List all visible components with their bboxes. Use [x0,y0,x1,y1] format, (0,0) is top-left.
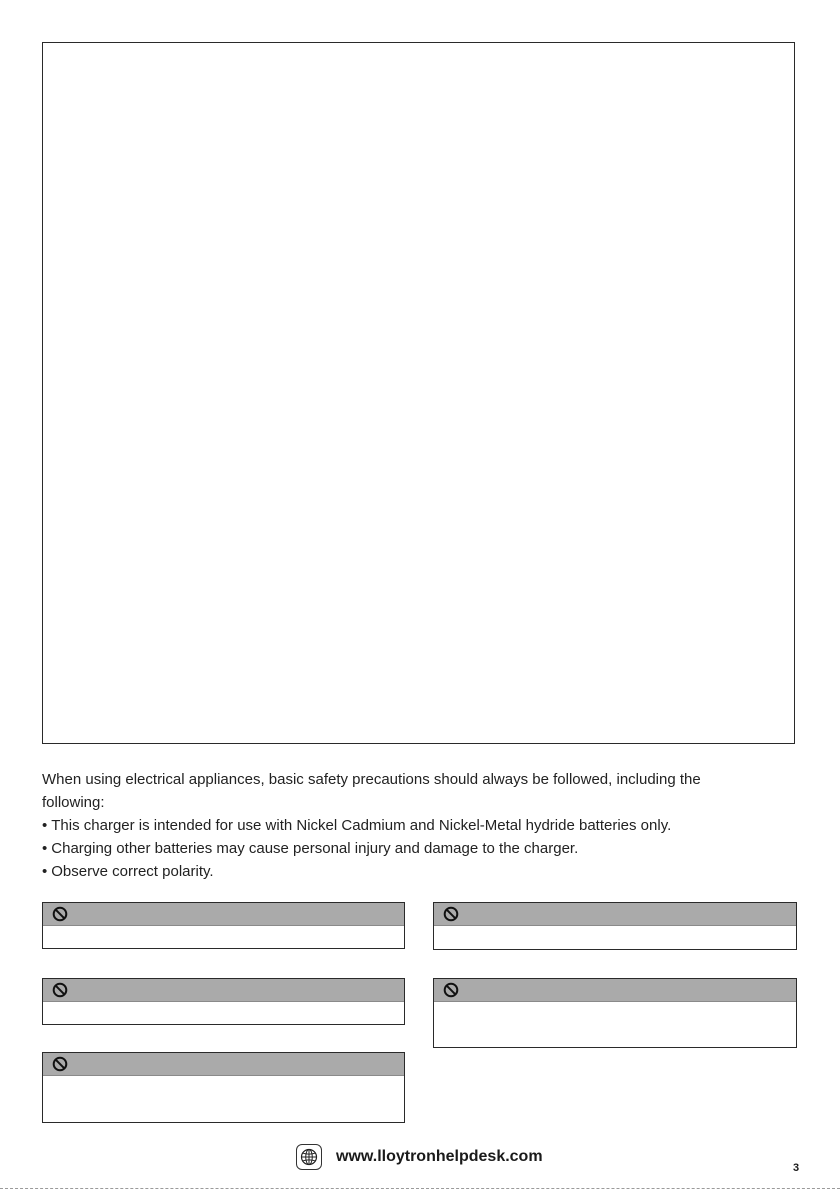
warning-header [43,903,404,926]
safety-intro [42,768,802,883]
helpdesk-link[interactable] [296,1142,543,1172]
list-item [42,860,802,883]
warning-header [434,979,796,1002]
warning-box [42,902,405,949]
prohibition-icon [443,906,459,922]
bullet-text: Observe correct polarity. [51,863,214,880]
page-number: 3 [793,1162,800,1174]
warning-header [434,903,796,926]
page-bottom-rule [0,1188,840,1189]
product-image-frame [42,42,795,744]
warning-box [42,978,405,1025]
intro-line-2: following: [42,794,105,811]
prohibition-icon [443,982,459,998]
prohibition-icon [52,982,68,998]
warning-box [433,902,797,950]
safety-bullet-list [42,814,802,883]
list-item [42,814,802,837]
warning-header [43,979,404,1002]
globe-icon [296,1144,322,1170]
bullet-text: This charger is intended for use with Nickel Cadmium and Nickel-Metal hydride batteries only. [51,817,672,834]
list-item [42,837,802,860]
bullet-marker: • [42,840,48,857]
warning-box [42,1052,405,1123]
helpdesk-url[interactable]: www.lloytronhelpdesk.com [336,1148,543,1165]
prohibition-icon [52,1056,68,1072]
prohibition-icon [52,906,68,922]
intro-line-1: When using electrical appliances, basic safety precautions should always be followed, including the [42,771,701,788]
warning-header [43,1053,404,1076]
bullet-text: Charging other batteries may cause personal injury and damage to the charger. [51,840,579,857]
warning-box [433,978,797,1048]
bullet-marker: • [42,863,48,880]
bullet-marker: • [42,817,48,834]
